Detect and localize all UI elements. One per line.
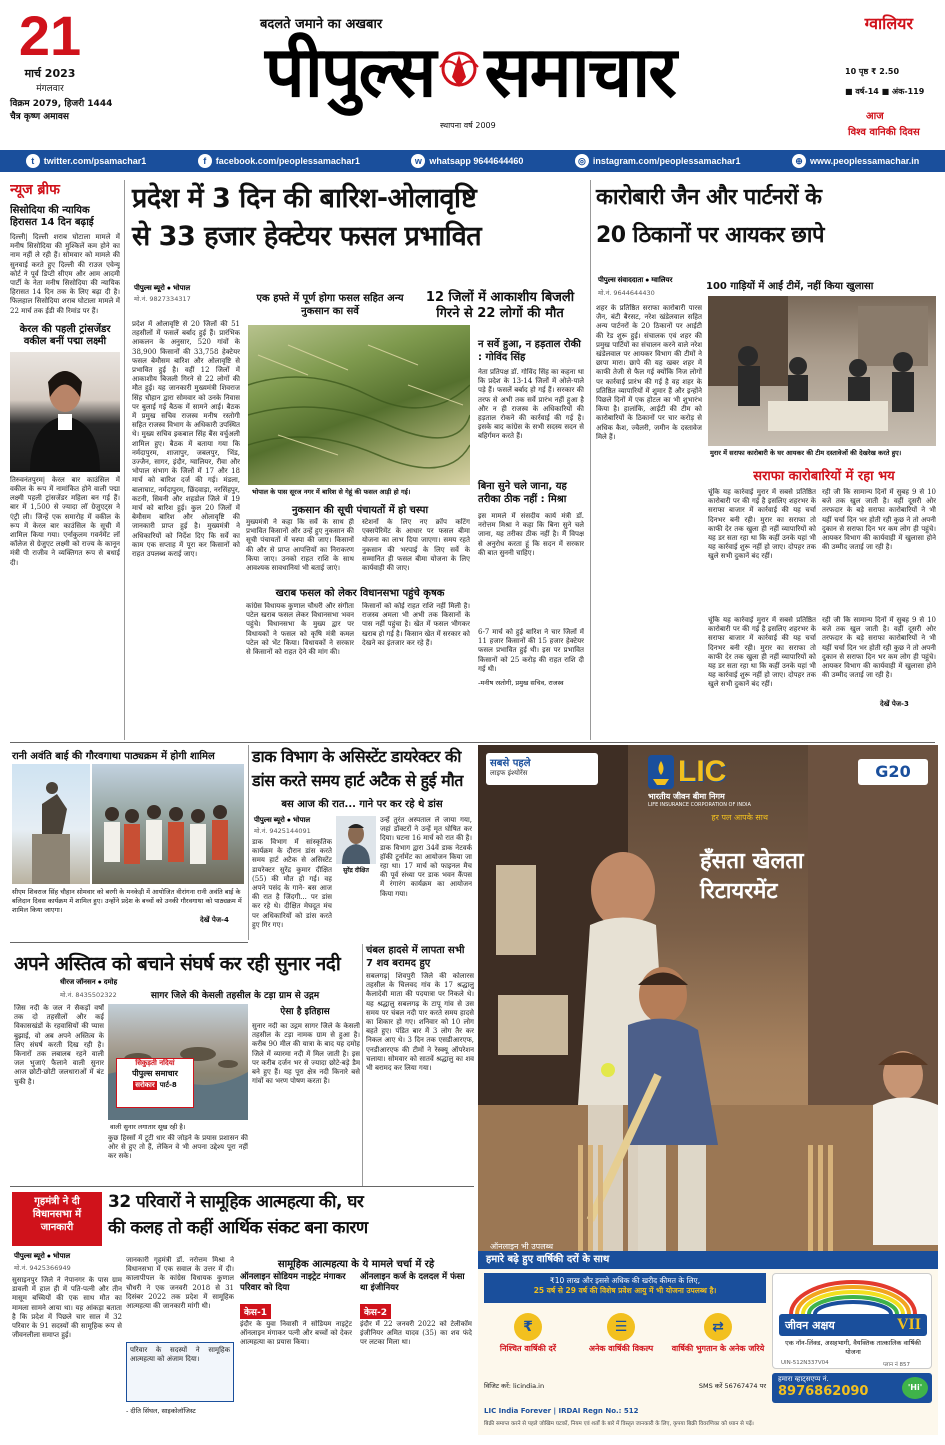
date-number: 21: [18, 4, 82, 67]
lic-corp-en: LIFE INSURANCE CORPORATION OF INDIA: [648, 802, 751, 808]
plan-name-row: [779, 1314, 927, 1336]
suicide-col1: सुसाइनपुर जिले ने नेपानगर के पास ग्राम डावली में हाल ही में पति-पत्नी और तीन मासूम बच्चियों की एक साथ मौत का मामला सामने आया था। यह आंकड़ा बताता है कि प्रदेश में पिछले चार साल में 32 परिवार के 91 सदस्यों की सामूहिक रूप से जीवनलीला समाप्त हुई।: [12, 1276, 122, 1340]
tax-body: शहर के प्रतिष्ठित सराफा कारोबारी पारस जैन, बंटी बैरसट, नरेश खंडेलवाल सहित अन्य पार्टनरों के 20 ठिकानों पर आईटी की रेड शुरू हुई। संचालक एवं शहर की प्रमुख पार्टियों का संचालन करने वाले नरेश खंडेलवाल पर आयकर विभाग की टीमों ने छापा मारा। छापे की यह खबर शहर में काफी तेजी से फैल गई क्योंकि निज लोगों पर कार्रवाई प्रारंभ की गई है वह शहर के प्रतिष्ठित व्यापारियों में शुमार हैं और इन्होंने पिछले दिनों में एक होटल का भी शुभारंभ किया है। हालांकि, आईटी की टीम को कारोबारियों के ठिकानों पर चार करोड़ से अधिक कैश, ज्वैलरी, जमीन के दस्तावेज मिले हैं।: [596, 304, 702, 441]
brief-item2-head: केरल की पहली ट्रांसजेंडर वकील बनीं पद्मा लक्ष्मी: [19, 323, 111, 347]
lic-brand: LIC: [678, 755, 727, 788]
ad-badge-title: सबसे पहले: [490, 758, 531, 769]
tax-headline-line2: 20 ठिकानों पर आयकर छापे: [596, 223, 824, 248]
lic-logo: [648, 755, 768, 789]
tax-byline: पीपुल्स संवाददाता ● ग्वालियर: [598, 277, 673, 284]
ad-rate-banner: हमारे बढ़े हुए वार्षिकी दरों के साथ: [478, 1251, 938, 1269]
masthead-name-left: पीपुल्स: [265, 31, 435, 113]
news-brief-label: न्यूज ब्रीफ: [10, 182, 60, 198]
samvat: विक्रम 2079, हिजरी 1444: [10, 99, 113, 109]
news-brief-column: [10, 180, 120, 740]
tax-body-cont: चूंकि यह कार्रवाई मुरार में सबसे प्रतिष्ठित कारोबारी पर की गई है इसलिए शहरभर के सराफा बाजार में कार्रवाई की यह चर्चा दिनभर बनी रही। मुरार का सराफा तो काफी देर तक खुला ही नहीं व्यापारियों को यह डर सता रहा था कि कहीं उनके यहां भी यह कार्रवाई शुरू नहीं हो जाए। दोपहर तक खुले सभी दुकानें बंद रहीं।: [708, 616, 816, 689]
sunar-col1: जिस नदी के जल ने सैकड़ों वर्षों तक दो तहसीलों और कई विकासखंडों के रहवासियों की प्यास बुझाई, वो अब अपने अस्तित्व के लिए संघर्ष करती दिख रही है। किनारों तक लबालब रहने वाली जल भुजाएं फैलाने वाली सुनार आज छोटी-छोटी जलधाराओं में बंट चुकी है।: [14, 1004, 104, 1086]
pages-price: 10 पृष्ठ ₹ 2.50: [845, 67, 900, 76]
lead-headline-line2: से 33 हजार हेक्टेयर फसल प्रभावित: [132, 221, 482, 252]
dak-headline-line1: डाक विभाग के असिस्टेंट डायरेक्टर की: [252, 747, 461, 766]
lead-side-credit: -मनीष रस्तोगी, प्रमुख सचिव, राजस्व: [478, 679, 564, 687]
plan-number: VII: [896, 1316, 921, 1333]
dak-headline-line2: डांस करते समय हार्ट अटैक से हुई मौत: [252, 771, 463, 790]
ad-features: [484, 1313, 766, 1373]
ad-feature-1: ₹ निश्चित वार्षिकी दरें: [484, 1313, 572, 1373]
lead-side-head2: बिना सुने चले जाना, यह तरीका ठीक नहीं : मिश्रा: [478, 481, 567, 505]
ad-badge: [486, 753, 598, 785]
sunar-col2: कुछ हिस्सों में टूटी धार की जोड़ने के प्रयास प्रशासन की ओर से हुए तो हैं, लेकिन वे भी अपना उद्देश्य पूरा नहीं कर सके।: [108, 1134, 248, 1161]
tax-raid-photo: [708, 296, 936, 446]
ad-whatsapp-box[interactable]: हमारा व्हाट्सएप्प नं. 8976862090 'Hi': [772, 1373, 932, 1403]
suicide-cases-head: सामूहिक आत्महत्या के ये मामले चर्चा में रहे: [277, 1259, 435, 1270]
lic-corp-hi: भारतीय जीवन बीमा निगम: [648, 792, 725, 801]
masthead-logo: [170, 32, 770, 112]
rainbow-icon: [781, 1278, 925, 1314]
ad-offer-2: 25 वर्ष से 29 वर्ष की विशेष प्रवेश आयु में भी योजना उपलब्ध है।: [533, 1286, 717, 1295]
options-icon: ☰: [607, 1313, 635, 1341]
whatsapp-icon: w: [411, 154, 425, 168]
brief-item2-body: तिरुवनंतपुरम| केरल बार काउंसिल में वकील के रूप में नामांकित होने वाली पद्मा लक्ष्मी पहली ट्रांसजेंडर महिला बन गई हैं। बार में 1,500 से ज्यादा लॉ ग्रेजुएट्स ने एंट्री ली। जिन्हें एक समारोह में वकील के रूप में केरल बार काउंसिल के सूची में शामिल किया गया। एर्नाकुलम गवर्नमेंट लॉ कॉलेज से ग्रेजुएट लक्ष्मी को राज्य के कानून मंत्री पी राजीव ने व्यक्तिगत रूप से बधाई दी।: [10, 475, 120, 567]
ad-tagline-1: हँसता खेलता: [700, 849, 804, 874]
lead-col4: कांग्रेस विधायक कुणाल चौधरी और संगीता पटेल खराब फसल लेकर विधानसभा भवन पहुंचे। विधानसभा के मुख्य द्वार पर विधायकों ने फसल को कृषि मंत्री कमल पटेल को भेंट किया। विधायकों ने सरकार से किसानों को राहत देने की मांग की।: [246, 602, 354, 657]
ad-badge-sub: लाइफ इंश्योरेंस: [490, 769, 528, 777]
tax-photo-caption: मुरार में सराफा कारोबारी के घर आयकर की टीम दस्तावेजों की देखरेख करते हुए।: [710, 449, 902, 457]
case2-head: ऑनलाइन कर्ज के दलदल में फंसा था इंजीनियर: [360, 1272, 465, 1293]
ad-feature-3: ⇄ वार्षिकी भुगतान के अनेक जरिये: [670, 1313, 766, 1373]
plan-name: जीवन अक्षय: [785, 1318, 835, 1332]
dak-col1: डाक विभाग में सांस्कृतिक कार्यक्रम के दौरान डांस करते समय हार्ट अटैक से असिस्टेंट डायरेक्टर सुरेंद्र कुमार दीक्षित (55) की मौत हो गई। वह अपने पसंद के गाने- बस आज की रात है जिंदगी... पर डांस कर रहे थे। दीक्षित मेघदूत मंच पर अधिकारियों को डांस करते हुए गिर गए।: [252, 838, 332, 929]
ad-contact-row: [484, 1381, 766, 1390]
sunar-kicker2: ऐसा है इतिहास: [280, 1007, 330, 1017]
sunar-col3: सुनार नदी का उद्गम सागर जिले के केसली तहसील के टड़ा नामक ग्राम से हुआ है। करीब 90 मील की यात्रा के बाद यह दमोह जिले में व्यारमा नदी में मिल जाती है। इस पर करीब दर्जन भर से ज्यादा छोटे-बड़े डैम बने हुए हैं। यह पूरा क्षेत्र नदी किनारे बसे गांवों का भरण पोषण करता है।: [252, 1022, 360, 1086]
rani-caption: सीएम शिवराज सिंह चौहान सोमवार को बरगी के मनकेड़ी में आयोजित वीरांगना रानी अवंति बाई के बलिदान दिवस कार्यक्रम में शामिल हुए। उन्होंने प्रदेश के बच्चों को उनकी गौरवगाथा को पाठ्यक्रम में शामिल किया जाएगा।: [12, 888, 242, 914]
sunar-headline: अपने अस्तित्व को बचाने संघर्ष कर रही सुनार नदी: [14, 953, 341, 975]
lead-col2: मुख्यमंत्री ने कहा कि सर्वे के साथ ही प्रभावित किसानों और उन्हें हुए नुकसान की सूची पंचायतों में चस्पा की जाए। किसानों की और से प्राप्त आपत्तियों का निराकरण किया जाए। उनको राहत राशि के साथ आवश्यक सावधानियां भी बताई जाएं।: [246, 518, 354, 573]
lead-sub3: नुकसान की सूची पंचायतों में हो चस्पा: [291, 505, 429, 516]
lead-byline: पीपुल्स ब्यूरो ● भोपाल: [134, 285, 191, 292]
plan-no: प्लान नं 857: [883, 1362, 911, 1368]
tax-sub-body2: रही जी कि सामान्य दिनों में सुबह 9 से 10 बजे तक खुल जाती है। वहीं दूसरी ओर तरफदार के बड़े सराफा कारोबारियों ने भी यहीं चर्चा दिन भर होती रही कुछ ने तो अपनी दुकान से सराफा दिन भर कम लोग ही पहुंचे। आयकर विभाग की कार्यवाही में खुलासा होने की उम्मीद जताई जा रही है।: [822, 488, 936, 552]
sunar-kicker: सागर जिले की केसली तहसील के टड़ा ग्राम से उद्गम: [150, 991, 320, 1001]
case1-label: केस-1: [240, 1304, 271, 1319]
social-instagram[interactable]: ◎ instagram.com/peoplessamachar1: [575, 154, 741, 168]
plan-desc: एक नॉन-लिंक्ड, असहभागी, वैयक्तिक तात्कालिक वार्षिकी योजना: [785, 1339, 921, 1356]
suicide-credit: - दीति सिंघल, साइकोलॉजिस्ट: [126, 1407, 196, 1415]
rani-page-ref: देखें पेज-4: [200, 916, 229, 924]
tagline: बदलते जमाने का अखबार: [260, 17, 383, 32]
pen-emblem-icon: [438, 47, 480, 97]
ad-online: ऑनलाइन भी उपलब्ध: [490, 1242, 554, 1251]
series-paper: पीपुल्स समाचार: [132, 1069, 178, 1078]
ad-family-cricket-scene: [478, 745, 938, 1270]
chambal-body: सबलगढ़| शिवपुरी जिले की कोलारस तहसील के चिलवद गांव के 17 श्रद्धालु कैलादेवी माता की पदयात्रा पर निकले थे। यह श्रद्धालु सबलगढ़ के टापू गांव से उस समय पर चंबल नदी पार करते समय हादसे का शिकार हो गए। शनिवार को 10 लोग बहते हुए। पंडित बार में 3 लोग तैर कर निकल आए थे। 3 दिन तक एसडीआरएफ, एनडीआरएफ की टीमों ने रेस्क्यू ऑपरेशन चलाया। सोमवार को सातवें श्रद्धालु का शव भी बरामद कर लिया गया।: [366, 972, 474, 1073]
lead-headline-line1: प्रदेश में 3 दिन की बारिश-ओलावृष्टि: [132, 183, 477, 214]
case2-label: केस-2: [360, 1304, 391, 1319]
today-event: विश्व वानिकी दिवस: [848, 127, 920, 138]
ad-feature-2: ☰ अनेक वार्षिकी विकल्प: [577, 1313, 665, 1373]
lic-slogan: हर पल आपके साथ: [711, 813, 768, 822]
case1-body: इंदौर के युवा निवासी ने सोडियम नाइट्रेट ऑनलाइन मंगाकर पत्नी और बच्चों को देकर आत्महत्या का प्रयास किया।: [240, 1320, 352, 1347]
twitter-icon: t: [26, 154, 40, 168]
river-photo-caption: वाली सुनार लगातार सूख रही है।: [110, 1123, 186, 1131]
lead-side-note: 6-7 मार्च को हुई बारिश ने चार जिलों में 11 हजार किसानों की 15 हजार हेक्टेयर फसल प्रभावित हुई थी। इस पर प्रभावित किसानों को 25 करोड़ की राहत राशि दी गई थी।: [478, 628, 584, 673]
series-part: पार्ट-8: [159, 1081, 177, 1089]
tax-sub: सराफा कारोबारियों में रहा भय: [753, 469, 895, 484]
ad-web[interactable]: विजिट करें: licindia.in: [484, 1382, 545, 1390]
suicide-side-label: गृहमंत्री ने दी विधानसभा में जानकारी: [12, 1192, 102, 1246]
lead-sub2: 12 जिलों में आकाशीय बिजली गिरने से 22 लोगों की मौत: [425, 290, 575, 321]
lic-advertisement[interactable]: [478, 745, 938, 1435]
ad-info-panel: [478, 1269, 938, 1435]
lic-lamp-icon: [648, 755, 674, 789]
padma-lakshmi-photo: [10, 352, 120, 472]
crop-photo-caption: भोपाल के पास सूरज नगर में बारिश से गेहूं की फसल आड़ी हो गई।: [252, 488, 411, 496]
ad-offer-box: [484, 1273, 766, 1303]
sunar-byline: धीरज जॉनसन ● दमोह: [60, 979, 118, 986]
ad-offer-1: ₹10 लाख और इससे अधिक की खरीद कीमत के लिए,: [549, 1276, 701, 1285]
brief-item1-body: दिल्ली| दिल्ली शराब घोटाला मामले में मनीष सिसोदिया की मुश्किलें कम होने का नाम नहीं ले रही हैं। सोमवार को मामले की सुनवाई करते हुए दिल्ली की राउज एवेन्यू कोर्ट ने पूर्व डिप्टी सीएम और आम आदमी पार्टी के नेता मनीष सिसोदिया की न्यायिक हिरासत 14 दिन तक के लिए बढ़ा दी है। फिलहाल सिसोदिया शराब घोटाला मामले में 22 मार्च तक ईडी की रिमांड पर हैं।: [10, 233, 120, 315]
ad-disclaimer: बिक्री समाप्त करने से पहले जोखिम घटकों, नियम एवं शर्तों के बारे में विस्तृत जानकारी के लिए, कृपया बिक्री विवरणिका को ध्यान से पढ़ें।: [484, 1421, 754, 1427]
suicide-byline: पीपुल्स ब्यूरो ● भोपाल: [14, 1253, 71, 1260]
ad-plan-box: [772, 1273, 932, 1369]
ad-hi-bubble: 'Hi': [902, 1377, 928, 1399]
suicide-note-box: परिवार के सदस्यों ने सामूहिक आत्महत्या को अंजाम दिया।: [126, 1342, 234, 1402]
date-box: [10, 4, 128, 148]
social-bar: [0, 150, 945, 172]
tax-kicker: 100 गाड़ियों में आईं टीमें, नहीं किया खुलासा: [706, 281, 874, 292]
suicide-mobile: मो.नं. 9425366949: [14, 1264, 71, 1272]
weekday: मंगलवार: [36, 84, 64, 94]
lead-side-body: नेता प्रतिपक्ष डॉ. गोविंद सिंह का कहना था कि प्रदेश के 13-14 जिलों में ओले-पाले पड़े हैं। फसलें बर्बाद हो गई हैं। सरकार की तरफ से अभी तक सर्वे प्रारंभ नहीं हुआ है और न ही राजस्व के अधिकारियों की हड़ताल रोकने की कार्रवाई की गई है। इसके बाद कांग्रेस के सभी सदस्य सदन से बहिर्गमन करते हैं।: [478, 368, 584, 441]
g20-logo: G20: [858, 759, 928, 785]
facebook-icon: f: [198, 154, 212, 168]
ad-sms: SMS करें 56767474 पर: [698, 1382, 766, 1390]
social-website[interactable]: ⊕ www.peoplessamachar.in: [792, 154, 919, 168]
series-name: सिकुड़ती नदियां: [135, 1059, 175, 1067]
social-twitter[interactable]: t twitter.com/psamachar1: [26, 154, 147, 168]
rani-head: रानी अवंति बाई की गौरवगाथा पाठ्यक्रम में होगी शामिल: [12, 751, 215, 762]
founded-year: स्थापना वर्ष 2009: [440, 121, 496, 130]
globe-icon: ⊕: [792, 154, 806, 168]
fixed-rate-icon: ₹: [514, 1313, 542, 1341]
payment-icon: ⇄: [704, 1313, 732, 1341]
lead-col1: प्रदेश में ओलावृष्टि से 20 जिलों की 51 तहसीलों में फसलें बर्बाद हुई हैं। प्रारंभिक आकलन के अनुसार, 520 गांवों के 38,900 किसानों की 33,758 हेक्टेयर फसल बेमौसम बारिश और ओलावृष्टि से प्रभावित हुई है। वहीं 12 जिलों में आकाशीय बिजली गिरने से 22 लोगों की मौत हुई। यह जानकारी मुख्यमंत्री शिवराज सिंह चौहान द्वारा सोमवार को उनके निवास पर बुलाई गई बैठक में सामने आई। बैठक में प्रमुख सचिव राजस्व मनीष रस्तोगी सहित राजस्व विभाग के अधिकारी उपस्थित थे। मुख्य सचिव इकबाल सिंह बैंस वर्चुअली शामिल हुए। बैठक में बताया गया कि नर्मदापुरम, शाजापुर, जबलपुर, भिंड, उज्जैन, सागर, इंदौर, ग्वालियर, रीवा और भोपाल संभाग के जिलों में 17 और 18 मार्च को बारिश दर्ज की गई। मंडला, बालाघाट, नर्मदापुरम, छिंदवाड़ा, नरसिंहपुर, कटनी, सिवनी और शहडोल जिले में 19 मार्च को बारिश हुई। कुल 20 जिलों में बेमौसम बारिश और ओलावृष्टि की जानकारी प्राप्त हुई है। मुख्यमंत्री ने अधिकारियों को निर्देश दिए कि सर्वे का काम एक सप्ताह में पूरा कर किसानों को राहत उपलब्ध कराई जाए।: [132, 320, 240, 559]
social-facebook[interactable]: f facebook.com/peoplessamachar1: [198, 154, 360, 168]
cm-event-photo: [92, 764, 244, 884]
tithi: चैत्र कृष्ण अमावस: [10, 112, 69, 122]
ad-irdai: LIC India Forever | IRDAI Regn No.: 512: [484, 1407, 639, 1415]
tax-body-cont2: रही जी कि सामान्य दिनों में सुबह 9 से 10 बजे तक खुल जाती है। वहीं दूसरी ओर तरफदार के बड़े सराफा कारोबारियों ने भी यहीं चर्चा दिन भर होती रही कुछ ने तो अपनी दुकान से सराफा दिन भर कम लोग ही पहुंचे। आयकर विभाग की कार्यवाही में खुलासा होने की उम्मीद जताई जा रही है।: [822, 616, 936, 680]
series-tag: सरोकार: [135, 1081, 155, 1089]
tax-continued: देखें पेज-3: [880, 700, 909, 708]
suicide-headline-line2: की कलह तो कहीं आर्थिक संकट बना कारण: [108, 1218, 368, 1238]
volume-issue: ■ वर्ष-14 ■ अंक-119: [845, 87, 925, 96]
case1-head: ऑनलाइन सोडियम नाइट्रेट मंगाकर परिवार को दिया: [240, 1272, 346, 1293]
tax-mobile: मो.नं. 9644644430: [598, 289, 655, 297]
lead-sub1: एक हफ्ते में पूर्ण होगा फसल सहित अन्य नुकसान का सर्वे: [256, 293, 404, 317]
crop-damage-photo: [248, 325, 470, 485]
dak-byline: पीपुल्स ब्यूरो ● भोपाल: [254, 817, 311, 824]
edition-city: ग्वालियर: [864, 14, 913, 33]
lead-mobile: मो.नं. 9827334317: [134, 295, 191, 303]
social-whatsapp[interactable]: w whatsapp 9644644460: [411, 154, 523, 168]
suresh-dixit-photo: [336, 816, 376, 864]
statue-photo: [12, 764, 90, 884]
masthead-name-right: समाचार: [484, 31, 675, 113]
today-label: आज: [866, 111, 884, 122]
dak-photo-name: सुरेंद्र दीक्षित: [343, 867, 369, 874]
instagram-icon: ◎: [575, 154, 589, 168]
dak-col2: उन्हें तुरंत अस्पताल ले जाया गया, जहां डॉक्टरों ने उन्हें मृत घोषित कर दिया। घटना 16 मार्च को रात की है। डाक विभाग द्वारा 34वें डाक नेटवर्क हॉकी टूर्नामेंट का आयोजन किया जा रहा था। 17 मार्च को फाइनल मैच की पूर्व संध्या पर डाक भवन कैंपस में रंगारंग कार्यक्रम का आयोजन किया गया।: [380, 816, 472, 898]
lic-logo-block: [648, 755, 768, 823]
lead-col3: स्टेशनों के लिए नए क्रॉप कटिंग एक्सपेरिमेंट के आधार पर फसल बीमा योजना का लाभ दिया जाएगा। समय रहते नुकसान की भरपाई के लिए सर्वे के सम्मानित ही फसल बीमा योजना के लिए कार्यवाही की जाए।: [362, 518, 470, 573]
case2-body: इंदौर में 22 जनवरी 2022 को टेलीकॉम इंजीनियर अमित यादव (35) का शव फंदे पर लटका मिला था।: [360, 1320, 472, 1347]
suicide-col2: जानकारी गृहमंत्री डॉ. नरोत्तम मिश्रा ने विधानसभा में एक सवाल के उत्तर में दी। कालापीपल के कांग्रेस विधायक कुणाल चौधरी ने एक जनवरी 2018 से 31 दिसंबर 2022 तक प्रदेश में सामूहिक आत्महत्या की जानकारी मांगी थी।: [126, 1256, 234, 1311]
dak-mobile: मो.नं. 9425144091: [254, 827, 311, 835]
chambal-head: चंबल हादसे में लापता सभी 7 शव बरामद हुए: [366, 945, 465, 969]
dak-kicker: बस आज की रात... गाने पर कर रहे थे डांस: [281, 799, 443, 810]
lead-col5: किसानों को कोई राहत राशि नहीं मिली है। राजस्व अमला भी अभी तक किसानों के पास नहीं पहुंचा है। खेत में फसल भीगकर खराब हो गई है। किसान खेत में सरकार को देखने का इंतजार कर रहे हैं।: [362, 602, 470, 647]
brief-item1-head: सिसोदिया की न्यायिक हिरासत 14 दिन बढ़ाई: [10, 205, 94, 228]
tax-headline-line1: कारोबारी जैन और पार्टनरों के: [596, 185, 822, 210]
ad-whatsapp-number: 8976862090: [778, 1384, 869, 1399]
plan-uin: UIN-512N337V04: [781, 1360, 829, 1366]
ad-tagline-2: रिटायरमेंट: [700, 879, 778, 904]
month-year: मार्च 2023: [24, 67, 76, 80]
lead-sub4: खराब फसल को लेकर विधानसभा पहुंचे कृषक: [275, 588, 445, 599]
sunar-mobile: मो.नं. 8435502322: [60, 991, 117, 999]
series-badge: [116, 1058, 194, 1108]
lead-side-head: न सर्वे हुआ, न हड़ताल रोकी : गोविंद सिंह: [478, 339, 581, 363]
suicide-headline-line1: 32 परिवारों ने सामूहिक आत्महत्या की, घर: [108, 1192, 364, 1212]
tax-sub-body: चूंकि यह कार्रवाई मुरार में सबसे प्रतिष्ठित कारोबारी पर की गई है इसलिए शहरभर के सराफा बाजार में कार्रवाई की यह चर्चा दिनभर बनी रही। मुरार का सराफा तो काफी देर तक खुला ही नहीं व्यापारियों को यह डर सता रहा था कि कहीं उनके यहां भी यह कार्रवाई शुरू नहीं हो जाए। दोपहर तक खुले सभी दुकानें बंद रहीं।: [708, 488, 816, 561]
lead-side-body2: इस मामले में संसदीय कार्य मंत्री डॉ. नरोत्तम मिश्रा ने कहा कि बिना सुने चले जाना, यह तरीका ठीक नहीं है। मैं विपक्ष से अनुरोध करता हूं कि सदन में सरकार की बात सुननी चाहिए।: [478, 512, 584, 557]
